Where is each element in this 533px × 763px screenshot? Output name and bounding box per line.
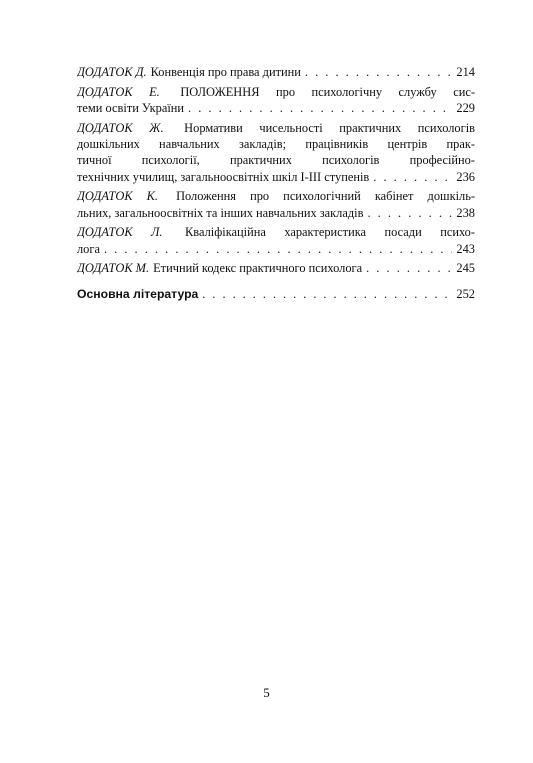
toc-line	[77, 169, 475, 185]
dot-leader	[305, 64, 453, 80]
appendix-label: ДОДАТОК К.	[77, 189, 158, 204]
toc-entry-title: льних, загальноосвітніх та інших навчальних закладів	[77, 205, 364, 220]
toc-line	[77, 286, 475, 302]
page-ref: 238	[456, 205, 475, 220]
toc-line	[77, 205, 475, 221]
toc-entry-appendix-d	[77, 64, 475, 80]
toc-entry-text: ПОЛОЖЕННЯ про психологічну службу сис-	[180, 84, 475, 99]
toc-entry-appendix-l	[77, 224, 475, 257]
dot-leader	[367, 205, 452, 221]
toc-entry-title: лога	[77, 241, 100, 256]
toc-entry-appendix-e	[77, 84, 475, 117]
toc-entry-title: Етичний кодекс практичного психолога	[153, 261, 363, 276]
page-ref: 252	[456, 286, 475, 301]
toc-line	[77, 260, 475, 276]
appendix-label: ДОДАТОК Ж.	[77, 120, 164, 135]
toc-line	[77, 100, 475, 116]
toc-entry-title: Конвенція про права дитини	[150, 65, 301, 79]
toc-line	[77, 120, 475, 136]
dot-leader	[188, 100, 452, 116]
toc-entry-literature	[77, 286, 475, 302]
appendix-label: ДОДАТОК Д.	[77, 65, 147, 79]
appendix-label: ДОДАТОК Е.	[77, 84, 160, 99]
page-ref: 236	[456, 169, 475, 184]
dot-leader	[202, 286, 452, 302]
toc-entry-title: теми освіти України	[77, 101, 185, 115]
toc-entry-appendix-k	[77, 188, 475, 221]
page-number: 5	[263, 685, 270, 700]
page-ref: 245	[456, 261, 475, 276]
toc-entry-title: Основна література	[77, 286, 199, 301]
dot-leader	[104, 241, 452, 257]
toc-line	[77, 188, 475, 204]
toc-entry-appendix-m	[77, 260, 475, 276]
toc-line	[77, 241, 475, 257]
toc-line	[77, 64, 475, 80]
page-ref: 243	[456, 241, 475, 256]
toc-line	[77, 224, 475, 240]
dot-leader	[373, 169, 452, 185]
toc-entry-text: Положення про психологічний кабінет дошкіль-	[176, 189, 475, 204]
toc-entry-text: Нормативи чисельності практичних психологів	[184, 120, 475, 135]
toc-entry-text: Кваліфікаційна характеристика посади психо-	[185, 225, 475, 240]
appendix-label: ДОДАТОК Л.	[77, 225, 163, 240]
appendix-label: ДОДАТОК М.	[77, 261, 150, 276]
toc-entry-text: тичної психології, практичних психологів професійно-	[77, 153, 475, 168]
toc-entry-title: технічних училищ, загальноосвітніх шкіл І-ІІІ ступенів	[77, 169, 370, 184]
toc-entry-appendix-zh	[77, 120, 475, 186]
page-ref: 229	[456, 101, 475, 115]
toc-entry-text: дошкільних навчальних закладів; працівників центрів прак-	[77, 137, 475, 151]
toc-line	[77, 152, 475, 168]
toc-line	[77, 136, 475, 152]
table-of-contents	[77, 64, 475, 305]
dot-leader	[366, 260, 452, 276]
page-ref: 214	[456, 65, 475, 79]
toc-line	[77, 84, 475, 100]
